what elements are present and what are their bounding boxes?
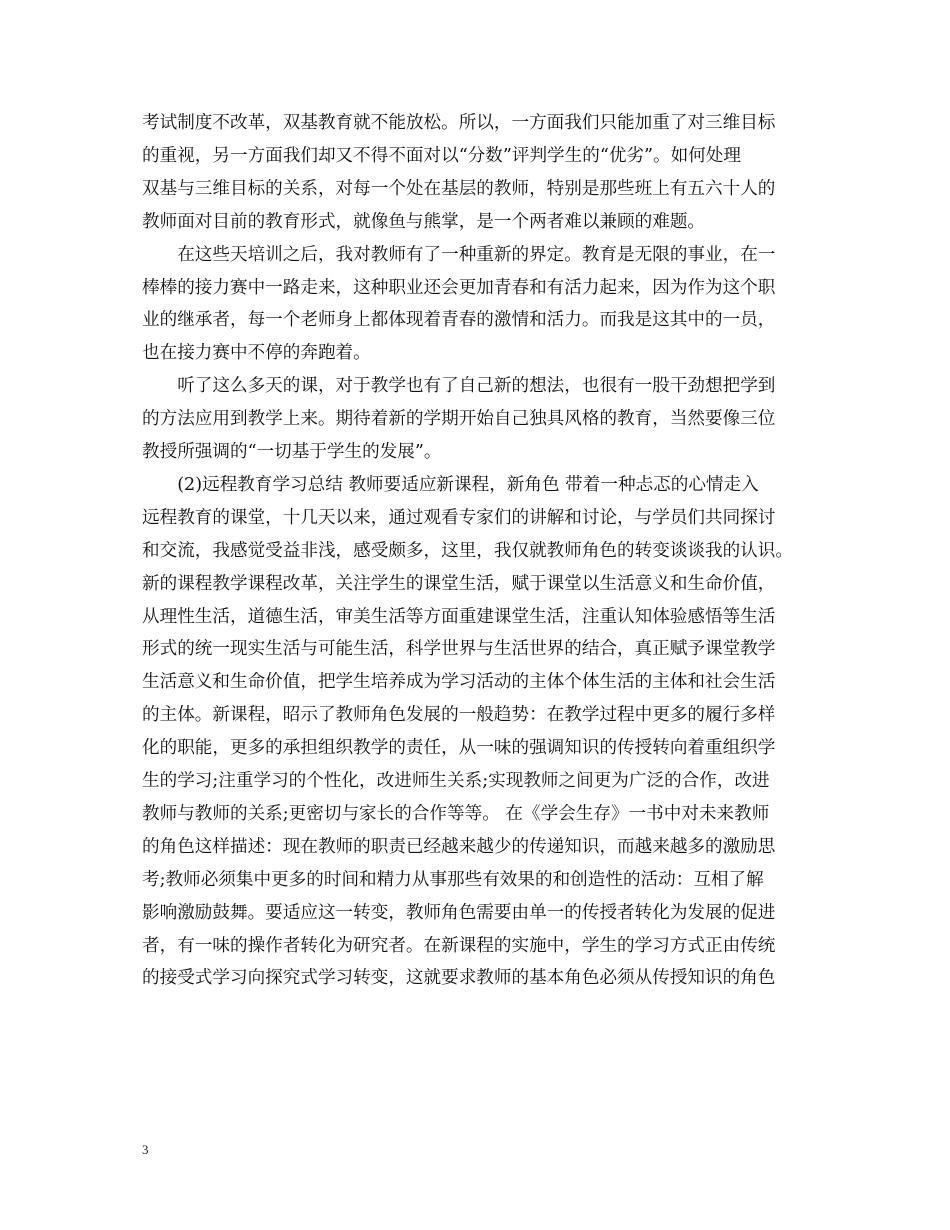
text-line: 新的课程教学课程改革，关注学生的课堂生活，赋于课堂以生活意义和生命价值， <box>142 573 776 594</box>
text-line: 从理性生活，道德生活，审美生活等方面重建课堂生活，注重认知体验感悟等生活 <box>142 606 776 627</box>
text-line: 和交流，我感觉受益非浅，感受颇多，这里，我仅就教师角色的转变谈谈我的认识。 <box>142 540 793 561</box>
text-line: 生的学习;注重学习的个性化，改进师生关系;实现教师之间更为广泛的合作，改进 <box>142 771 770 791</box>
page-number: 3 <box>142 1142 149 1157</box>
text-line: 生活意义和生命价值，把学生培养成为学习活动的主体个体生活的主体和社会生活 <box>142 672 776 693</box>
text-line: 的角色这样描述：现在教师的职责已经越来越少的传递知识，而越来越多的激励思 <box>142 836 776 857</box>
text-line: 的方法应用到教学上来。期待着新的学期开始自己独具风格的教育，当然要像三位 <box>142 409 776 430</box>
text-line: 的重视，另一方面我们却又不得不面对以“分数”评判学生的“优劣”。如何处理 <box>142 145 741 166</box>
text-line: 的主体。新课程，昭示了教师角色发展的一般趋势：在教学过程中更多的履行多样 <box>142 705 776 726</box>
text-line: 在这些天培训之后，我对教师有了一种重新的界定。教育是无限的事业，在一 <box>142 244 776 265</box>
text-line: 教授所强调的“一切基于学生的发展”。 <box>142 442 442 462</box>
text-line: 者，有一味的操作者转化为研究者。在新课程的实施中，学生的学习方式正由传统 <box>142 935 776 956</box>
text-line: (2)远程教育学习总结 教师要适应新课程，新角色 带着一种忐忑的心情走入 <box>142 474 759 495</box>
text-line: 考;教师必须集中更多的时间和精力从事那些有效果的和创造性的活动：互相了解 <box>142 869 764 890</box>
text-line: 教师与教师的关系;更密切与家长的合作等等。 在《学会生存》一书中对未来教师 <box>142 803 770 824</box>
text-line: 的接受式学习向探究式学习转变，这就要求教师的基本角色必须从传授知识的角色 <box>142 968 776 989</box>
text-line: 听了这么多天的课，对于教学也有了自己新的想法，也很有一股干劲想把学到 <box>142 376 776 397</box>
text-line: 双基与三维目标的关系，对每一个处在基层的教师，特别是那些班上有五六十人的 <box>142 178 776 199</box>
text-line: 影响激励鼓舞。要适应这一转变，教师角色需要由单一的传授者转化为发展的促进 <box>142 902 776 923</box>
text-line: 形式的统一现实生活与可能生活，科学世界与生活世界的结合，真正赋予课堂教学 <box>142 639 776 660</box>
text-line: 远程教育的课堂，十几天以来，通过观看专家们的讲解和讨论，与学员们共同探讨 <box>142 507 776 528</box>
text-line: 业的继承者，每一个老师身上都体现着青春的激情和活力。而我是这其中的一员， <box>142 310 776 331</box>
text-line: 化的职能，更多的承担组织教学的责任，从一味的强调知识的传授转向着重组织学 <box>142 738 776 759</box>
text-line: 教师面对目前的教育形式，就像鱼与熊掌，是一个两者难以兼顾的难题。 <box>142 211 706 232</box>
text-line: 棒棒的接力赛中一路走来，这种职业还会更加青春和有活力起来，因为作为这个职 <box>142 277 776 298</box>
text-line: 也在接力赛中不停的奔跑着。 <box>142 343 371 364</box>
text-line: 考试制度不改革，双基教育就不能放松。所以，一方面我们只能加重了对三维目标 <box>142 113 776 133</box>
